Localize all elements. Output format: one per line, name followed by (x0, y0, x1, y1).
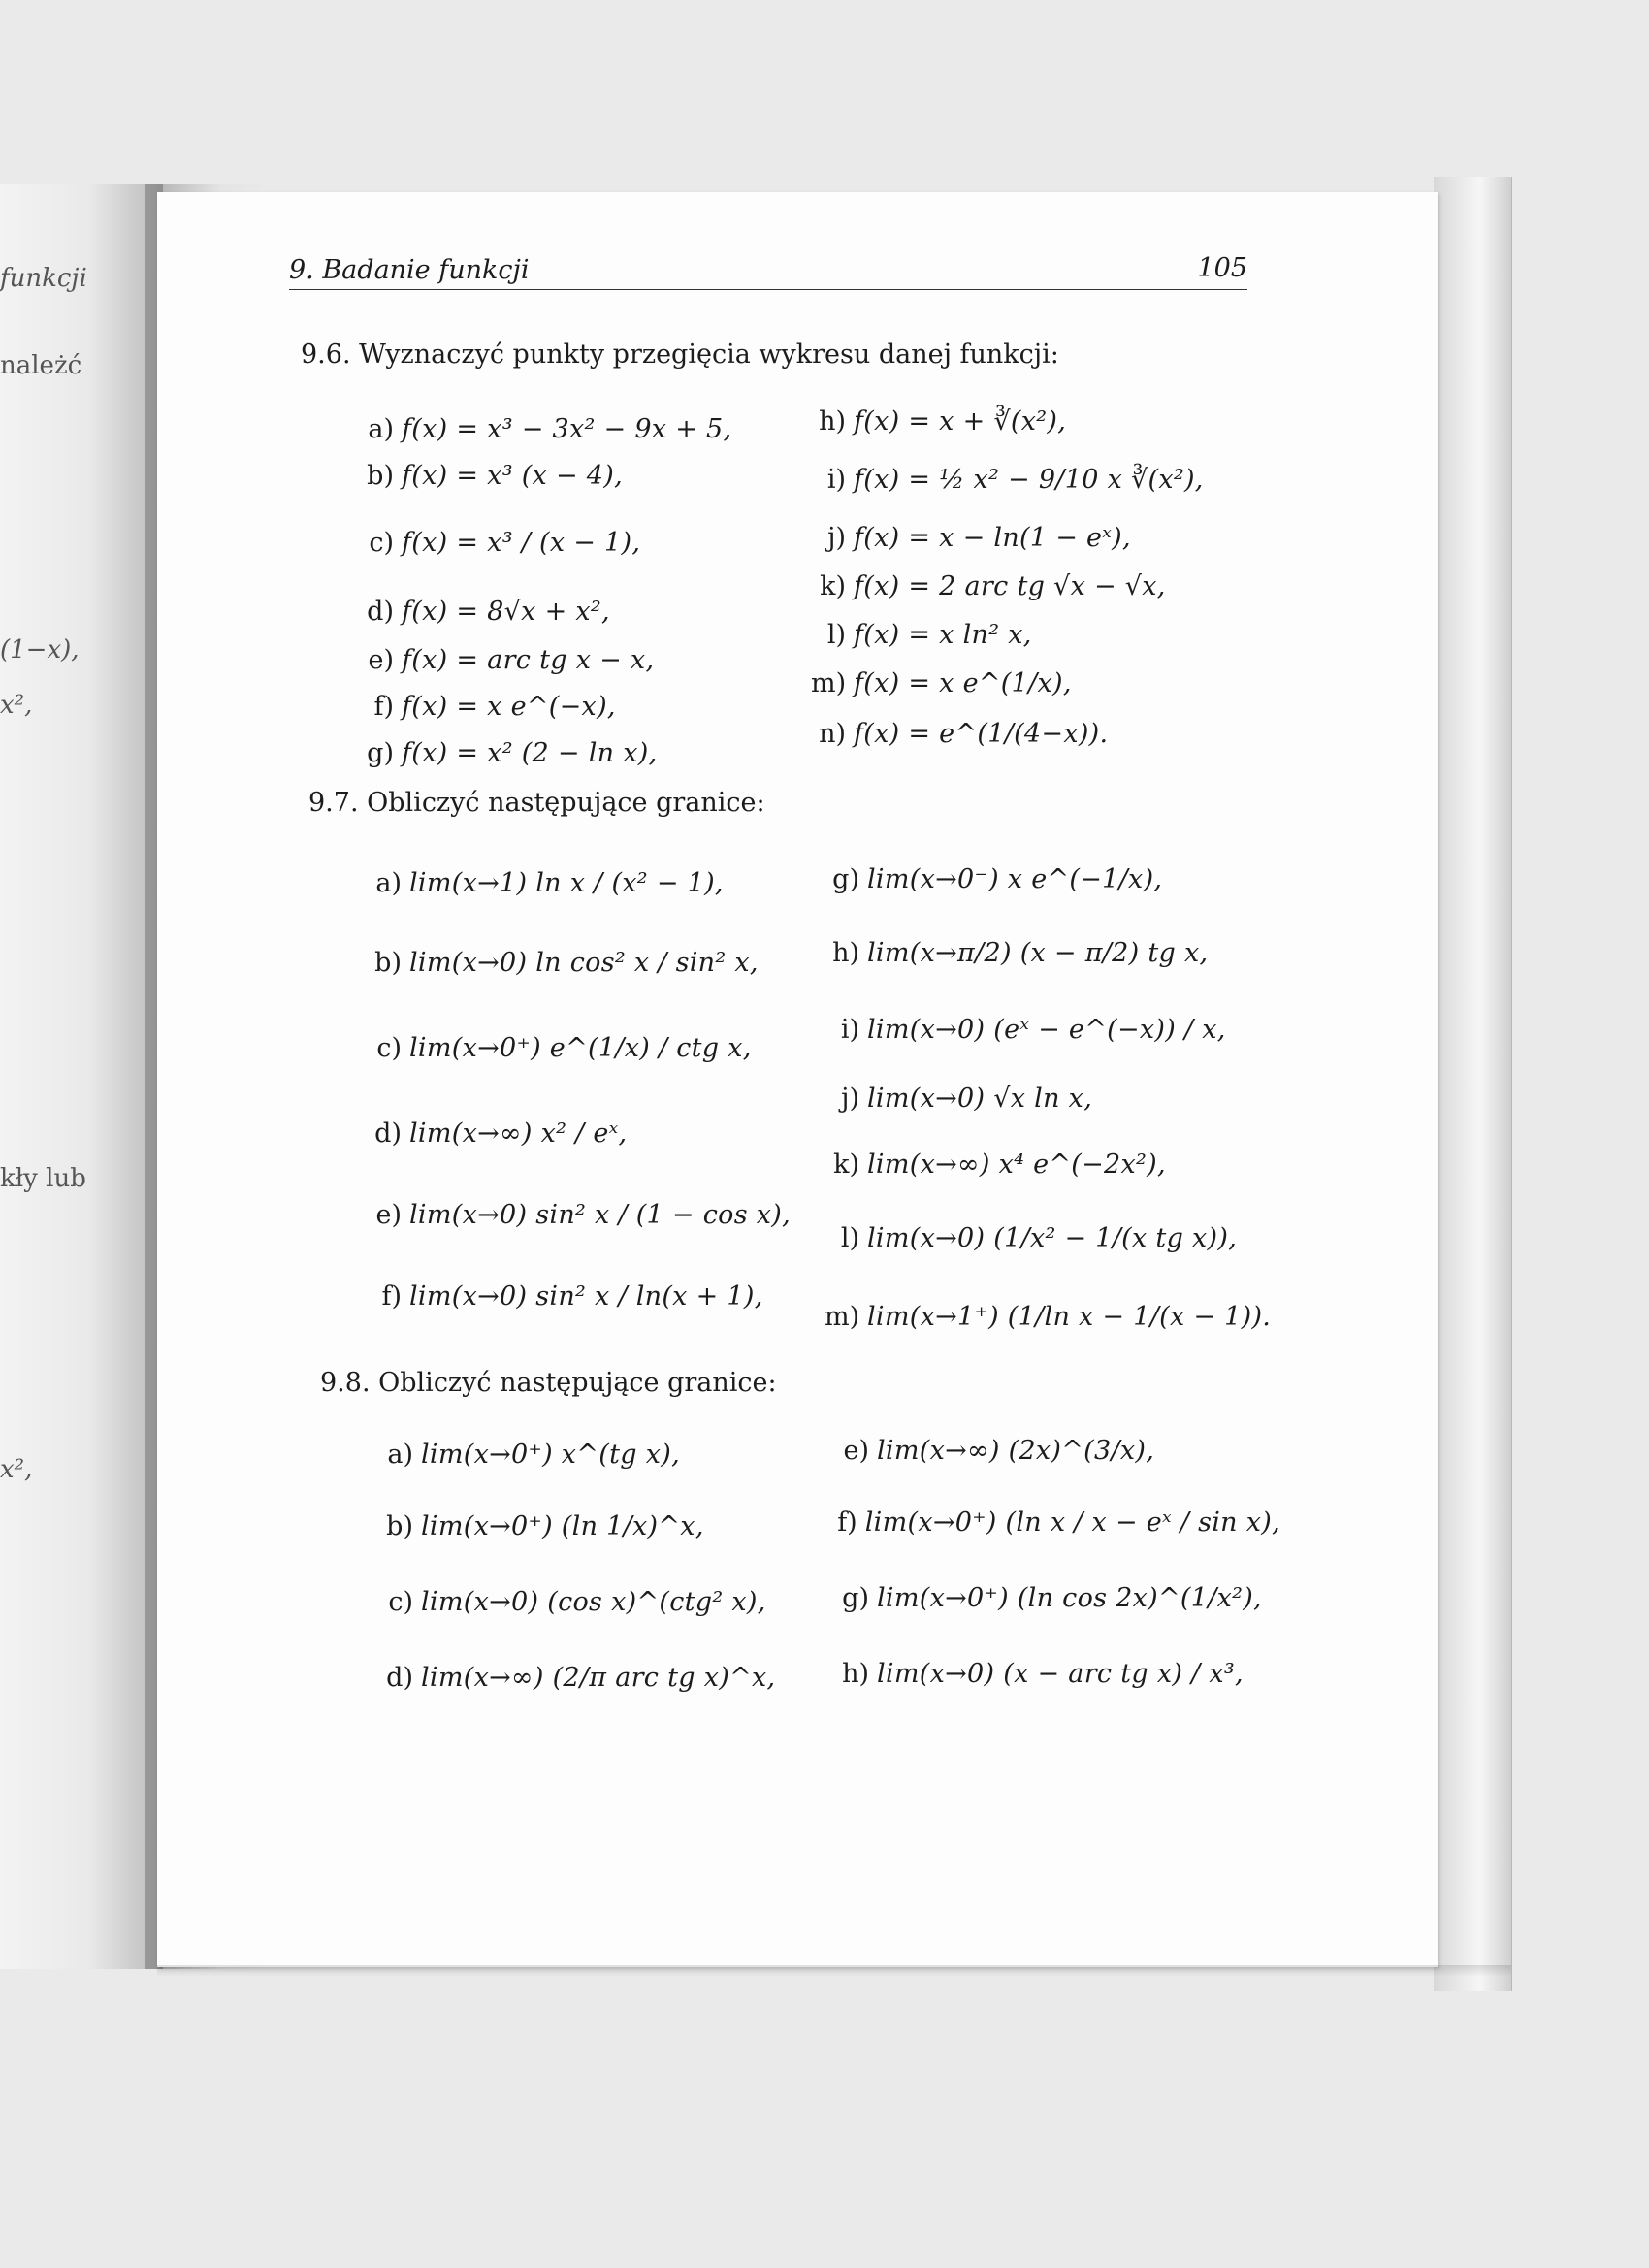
item-label: i) (840, 1014, 859, 1045)
list-item (811, 708, 1257, 759)
item-expression: lim(x→0) (cos x)^(ctg² x), (421, 1586, 766, 1617)
page-stack-edge (1434, 177, 1512, 1991)
list-item (378, 1424, 824, 1484)
problem-text: Obliczyć następujące granice: (378, 1368, 777, 1398)
item-expression: lim(x→∞) (2/π arc tg x)^x, (421, 1662, 776, 1693)
item-expression: lim(x→0) ln cos² x / sin² x, (409, 947, 759, 978)
item-label: h) (842, 1658, 869, 1689)
item-label: c) (376, 1032, 402, 1063)
item-label: j) (827, 522, 846, 553)
item-expression: lim(x→0⁺) (ln cos 2x)^(1/x²), (877, 1582, 1262, 1613)
item-expression: f(x) = x ln² x, (854, 619, 1032, 650)
problem-9-8-heading (320, 1368, 777, 1398)
left-fragment-0: funkcji (0, 264, 87, 293)
item-label: d) (367, 596, 394, 627)
list-item (367, 922, 813, 1003)
list-item (824, 991, 1271, 1067)
item-expression: f(x) = x − ln(1 − eˣ), (854, 522, 1131, 553)
item-label: h) (832, 937, 859, 968)
item-expression: f(x) = 2 arc tg √x − √x, (854, 570, 1166, 601)
item-expression: f(x) = arc tg x − x, (402, 644, 655, 675)
chapter-title: 9. Badanie funkcji (289, 255, 530, 285)
item-label: a) (368, 413, 394, 444)
running-header (289, 254, 1247, 290)
item-expression: lim(x→0⁺) x^(tg x), (421, 1439, 680, 1470)
list-item (359, 405, 805, 452)
item-label: k) (820, 570, 846, 601)
item-expression: f(x) = x e^(−x), (402, 691, 616, 722)
item-expression: lim(x→∞) x² / eˣ, (409, 1118, 628, 1149)
item-label: g) (832, 863, 859, 894)
item-label: m) (824, 1301, 860, 1332)
item-expression: lim(x→1) ln x / (x² − 1), (409, 867, 724, 898)
left-fragment-2: (1−x), (0, 635, 80, 664)
list-item (367, 1003, 813, 1092)
item-expression: lim(x→0) sin² x / ln(x + 1), (409, 1280, 763, 1312)
list-item (834, 1420, 1280, 1480)
item-label: l) (840, 1222, 859, 1253)
item-label: i) (826, 464, 846, 495)
list-item (359, 729, 805, 776)
list-item (824, 914, 1271, 991)
item-expression: lim(x→0⁻) x e^(−1/x), (867, 863, 1163, 894)
list-item (824, 1129, 1271, 1199)
problem-9-6-left-column (359, 405, 805, 776)
list-item (359, 586, 805, 636)
item-label: n) (819, 718, 846, 749)
item-label: j) (841, 1083, 859, 1114)
item-label: e) (368, 644, 394, 675)
problem-text: Obliczyć następujące granice: (367, 788, 765, 818)
item-label: k) (833, 1149, 859, 1180)
item-label: g) (842, 1582, 869, 1613)
list-item (359, 636, 805, 683)
list-item (824, 1067, 1271, 1129)
list-item (811, 514, 1257, 561)
item-expression: f(x) = 8√x + x², (402, 596, 610, 627)
list-item (378, 1636, 824, 1719)
item-label: a) (387, 1439, 413, 1470)
item-expression: lim(x→0) (1/x² − 1/(x tg x)), (867, 1222, 1238, 1253)
list-item (824, 844, 1271, 914)
problem-9-6-heading (301, 340, 1059, 370)
item-label: f) (373, 691, 394, 722)
item-label: h) (819, 405, 846, 437)
item-expression: f(x) = x e^(1/x), (854, 667, 1072, 698)
list-item (378, 1568, 824, 1636)
list-item (824, 1277, 1271, 1356)
problem-9-8-left-column (378, 1424, 824, 1719)
problem-9-7-heading (308, 788, 765, 818)
left-fragment-5: x², (0, 1455, 33, 1484)
item-label: f) (837, 1507, 857, 1538)
list-item (367, 1174, 813, 1255)
item-label: f) (381, 1280, 402, 1312)
item-expression: lim(x→0⁺) (ln x / x − eˣ / sin x), (864, 1507, 1280, 1538)
list-item (367, 844, 813, 922)
list-item (359, 499, 805, 586)
list-item (824, 1199, 1271, 1277)
item-expression: lim(x→π/2) (x − π/2) tg x, (867, 937, 1209, 968)
problem-number: 9.7. (308, 788, 359, 818)
list-item (378, 1484, 824, 1568)
list-item (834, 1632, 1280, 1715)
item-label: c) (388, 1586, 413, 1617)
left-fragment-3: x², (0, 691, 33, 720)
left-page (0, 184, 163, 1969)
item-expression: lim(x→0) √x ln x, (867, 1083, 1093, 1114)
list-item (834, 1564, 1280, 1632)
item-expression: f(x) = x³ − 3x² − 9x + 5, (402, 413, 732, 444)
item-expression: f(x) = ½ x² − 9/10 x ∛(x²), (854, 464, 1204, 495)
item-label: c) (369, 527, 394, 558)
item-expression: lim(x→0) (x − arc tg x) / x³, (877, 1658, 1244, 1689)
list-item (359, 452, 805, 499)
left-fragment-1: należć (0, 351, 82, 380)
item-expression: lim(x→1⁺) (1/ln x − 1/(x − 1)). (867, 1301, 1272, 1332)
item-label: b) (374, 947, 402, 978)
list-item (359, 683, 805, 729)
item-expression: f(x) = x³ / (x − 1), (402, 527, 641, 558)
list-item (811, 444, 1257, 514)
item-label: b) (367, 460, 394, 491)
left-fragment-4: kły lub (0, 1164, 86, 1193)
item-label: g) (367, 737, 394, 768)
item-label: d) (386, 1662, 413, 1693)
problem-text: Wyznaczyć punkty przegięcia wykresu danej funkcji: (359, 340, 1059, 370)
item-label: b) (386, 1510, 413, 1541)
list-item (811, 611, 1257, 658)
item-expression: f(x) = e^(1/(4−x)). (854, 718, 1109, 749)
problem-9-6-right-column (811, 398, 1257, 759)
item-expression: lim(x→∞) x⁴ e^(−2x²), (867, 1149, 1166, 1180)
item-expression: f(x) = x + ∛(x²), (854, 405, 1067, 437)
list-item (834, 1480, 1280, 1564)
item-label: e) (375, 1199, 402, 1230)
item-expression: f(x) = x² (2 − ln x), (402, 737, 658, 768)
item-expression: lim(x→0⁺) (ln 1/x)^x, (421, 1510, 704, 1541)
item-expression: lim(x→0) sin² x / (1 − cos x), (409, 1199, 791, 1230)
item-label: e) (843, 1435, 869, 1466)
problem-9-8-right-column (834, 1420, 1280, 1715)
list-item (367, 1255, 813, 1337)
page-shadow (157, 1965, 1511, 1977)
item-label: a) (375, 867, 402, 898)
problem-9-7-left-column (367, 844, 813, 1337)
item-expression: f(x) = x³ (x − 4), (402, 460, 623, 491)
list-item (811, 561, 1257, 611)
problem-9-7-right-column (824, 844, 1271, 1356)
problem-number: 9.6. (301, 340, 351, 370)
list-item (811, 658, 1257, 708)
page-number: 105 (1197, 253, 1247, 283)
item-label: l) (826, 619, 846, 650)
problem-number: 9.8. (320, 1368, 371, 1398)
list-item (367, 1092, 813, 1174)
item-label: d) (374, 1118, 402, 1149)
item-label: m) (811, 667, 847, 698)
item-expression: lim(x→0⁺) e^(1/x) / ctg x, (409, 1032, 752, 1063)
list-item (811, 398, 1257, 444)
item-expression: lim(x→0) (eˣ − e^(−x)) / x, (867, 1014, 1226, 1045)
item-expression: lim(x→∞) (2x)^(3/x), (877, 1435, 1155, 1466)
